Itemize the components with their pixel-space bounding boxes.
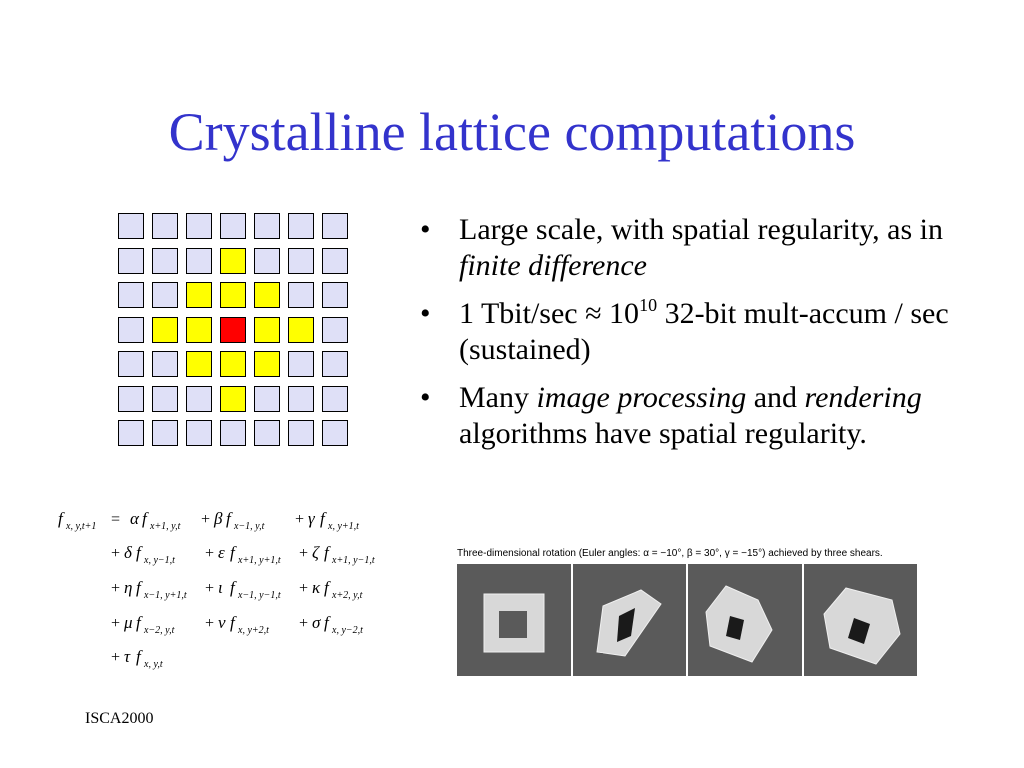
- lattice-cell-default: [152, 282, 178, 308]
- rotation-panel-shear-1: [573, 564, 687, 676]
- lattice-cell-default: [220, 213, 246, 239]
- equation-coefficient: ν: [218, 613, 226, 632]
- equation-equals: =: [110, 511, 121, 528]
- rotation-panel-shear-3: [804, 564, 918, 676]
- equation-plus: +: [204, 545, 215, 562]
- lattice-cell-default: [186, 213, 212, 239]
- rotation-panel-shear-2: [688, 564, 802, 676]
- bullet-emphasis: image processing: [536, 381, 747, 414]
- equation-plus: +: [294, 511, 305, 528]
- bullet-item: [420, 380, 1000, 452]
- equation-function: f: [230, 578, 235, 597]
- equation-function: f: [136, 613, 141, 632]
- rotated-frame-image: [804, 564, 917, 676]
- equation-coefficient: κ: [312, 578, 321, 597]
- equation-plus: +: [110, 545, 121, 562]
- equation-coefficient: σ: [312, 613, 321, 632]
- equation-subscript: x−2, y,t: [144, 625, 175, 636]
- bullet-item: [420, 212, 1000, 284]
- lattice-cell-neighbor: [220, 386, 246, 412]
- equation-subscript: x−1, y−1,t: [238, 590, 281, 601]
- slide-title: Crystalline lattice computations: [168, 102, 856, 162]
- bullet-text: Many: [459, 381, 537, 414]
- lattice-cell-default: [152, 420, 178, 446]
- rotated-frame-image: [688, 564, 801, 676]
- lattice-cell-default: [118, 317, 144, 343]
- lattice-cell-default: [118, 213, 144, 239]
- equation-subscript: x, y+2,t: [238, 625, 269, 636]
- lattice-cell-default: [288, 386, 314, 412]
- bullet-text: 1 Tbit/sec ≈ 10: [459, 297, 640, 330]
- lattice-cell-default: [118, 351, 144, 377]
- equation-plus: +: [200, 511, 211, 528]
- equation-function: f: [230, 543, 235, 562]
- equation-function: f: [320, 509, 325, 528]
- equation-plus: +: [204, 580, 215, 597]
- footer-label: ISCA2000: [85, 710, 154, 727]
- lattice-cell-default: [186, 248, 212, 274]
- lattice-cell-neighbor: [254, 317, 280, 343]
- equation-plus: +: [110, 580, 121, 597]
- lattice-cell-default: [322, 317, 348, 343]
- equation-subscript: x, y+1,t: [328, 521, 359, 532]
- equation-coefficient: τ: [124, 647, 131, 666]
- equation-function: f: [324, 543, 329, 562]
- rotated-frame-image: [457, 564, 570, 676]
- equation-coefficient: α: [130, 509, 139, 528]
- equation-subscript: x−1, y,t: [234, 521, 265, 532]
- lattice-cell-neighbor: [186, 351, 212, 377]
- lattice-cell-default: [288, 213, 314, 239]
- lattice-cell-neighbor: [152, 317, 178, 343]
- equation-plus: +: [204, 615, 215, 632]
- equation-coefficient: η: [124, 578, 133, 597]
- lattice-cell-neighbor: [186, 317, 212, 343]
- lattice-cell-default: [254, 213, 280, 239]
- bullet-item: [420, 296, 1000, 368]
- lattice-cell-default: [186, 386, 212, 412]
- rotated-frame-image: [573, 564, 686, 676]
- lattice-cell-default: [288, 351, 314, 377]
- bullet-superscript: 10: [639, 295, 658, 315]
- lattice-cell-default: [152, 213, 178, 239]
- lattice-cell-default: [322, 386, 348, 412]
- bullet-emphasis: finite difference: [459, 249, 647, 282]
- lattice-cell-default: [152, 386, 178, 412]
- equation-plus: +: [110, 615, 121, 632]
- lattice-cell-neighbor: [254, 351, 280, 377]
- equation-subscript: x+1, y−1,t: [332, 555, 375, 566]
- lattice-cell-default: [152, 248, 178, 274]
- lattice-cell-default: [118, 386, 144, 412]
- lattice-cell-default: [322, 248, 348, 274]
- bullet-text: and: [746, 381, 805, 414]
- equation-coefficient: μ: [124, 613, 133, 632]
- figure-caption: Three-dimensional rotation (Euler angles: α = −10°, β = 30°, γ = −15°) achieved by three shears.: [457, 548, 883, 559]
- equation-subscript: x, y,t+1: [66, 521, 97, 532]
- lattice-cell-default: [322, 213, 348, 239]
- equation-plus: +: [298, 545, 309, 562]
- equation-subscript: x+2, y,t: [332, 590, 363, 601]
- rotation-figure: [457, 564, 917, 676]
- lattice-cell-neighbor: [186, 282, 212, 308]
- equation-coefficient: ι: [218, 578, 223, 597]
- lattice-cell-default: [254, 386, 280, 412]
- lattice-cell-default: [254, 248, 280, 274]
- lattice-cell-default: [322, 282, 348, 308]
- lattice-cell-default: [118, 420, 144, 446]
- bullet-list: [420, 212, 1000, 464]
- equation-lhs: f: [58, 509, 63, 528]
- bullet-text: Large scale, with spatial regularity, as in: [459, 213, 943, 246]
- equation-coefficient: γ: [308, 509, 315, 528]
- equation-function: f: [136, 647, 141, 666]
- equation-plus: +: [110, 649, 121, 666]
- rotation-panel-original: [457, 564, 571, 676]
- equation-function: f: [226, 509, 231, 528]
- lattice-cell-default: [220, 420, 246, 446]
- equation-plus: +: [298, 615, 309, 632]
- lattice-cell-center: [220, 317, 246, 343]
- bullet-emphasis: rendering: [804, 381, 922, 414]
- lattice-cell-default: [186, 420, 212, 446]
- equation-plus: +: [298, 580, 309, 597]
- equation-subscript: x−1, y+1,t: [144, 590, 187, 601]
- equation-coefficient: ζ: [312, 543, 319, 562]
- lattice-cell-neighbor: [220, 351, 246, 377]
- lattice-cell-default: [288, 420, 314, 446]
- lattice-cell-default: [118, 248, 144, 274]
- lattice-cell-default: [254, 420, 280, 446]
- equation-coefficient: β: [214, 509, 223, 528]
- lattice-cell-neighbor: [254, 282, 280, 308]
- equation-subscript: x, y,t: [144, 659, 163, 670]
- equation-function: f: [136, 578, 141, 597]
- lattice-cell-default: [118, 282, 144, 308]
- equation-function: f: [230, 613, 235, 632]
- lattice-cell-neighbor: [220, 282, 246, 308]
- lattice-cell-default: [288, 282, 314, 308]
- equation-function: f: [136, 543, 141, 562]
- lattice-cell-neighbor: [220, 248, 246, 274]
- bullet-text: 32-bit mult-accum / sec (sustained): [459, 297, 949, 366]
- lattice-cell-default: [322, 420, 348, 446]
- bullet-text: algorithms have spatial regularity.: [459, 417, 867, 450]
- lattice-cell-default: [288, 248, 314, 274]
- equation-function: f: [324, 578, 329, 597]
- equation-coefficient: δ: [124, 543, 132, 562]
- lattice-cell-default: [322, 351, 348, 377]
- equation-function: f: [324, 613, 329, 632]
- equation-coefficient: ε: [218, 543, 225, 562]
- equation-subscript: x, y−2,t: [332, 625, 363, 636]
- equation-subscript: x+1, y+1,t: [238, 555, 281, 566]
- lattice-cell-default: [152, 351, 178, 377]
- equation-function: f: [142, 509, 147, 528]
- lattice-cell-neighbor: [288, 317, 314, 343]
- equation-subscript: x, y−1,t: [144, 555, 175, 566]
- equation-subscript: x+1, y,t: [150, 521, 181, 532]
- lattice-grid: [118, 213, 348, 446]
